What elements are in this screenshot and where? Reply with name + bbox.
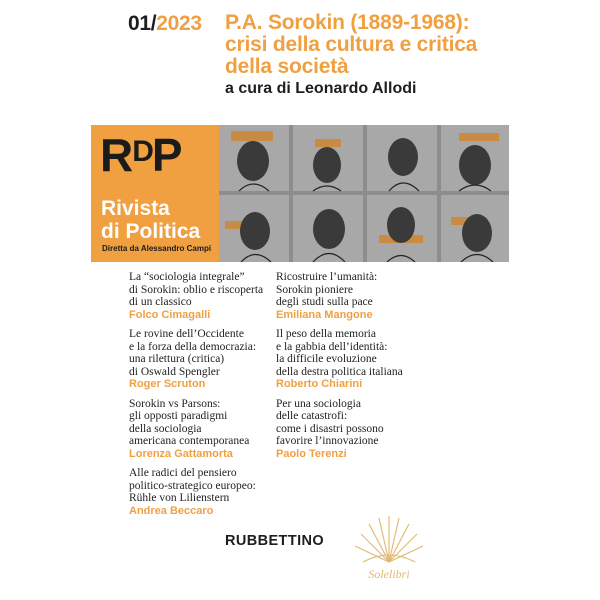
issue-number: 01/ xyxy=(128,12,157,35)
series-name: Solelibri xyxy=(368,567,410,581)
issue-year: 2023 xyxy=(156,12,202,35)
cover-illustration xyxy=(219,125,509,262)
article-author: Folco Cimagalli xyxy=(129,308,211,321)
article-entry xyxy=(129,467,299,517)
journal-name-line1: Rivista xyxy=(101,197,170,220)
cover-artwork xyxy=(219,125,509,262)
article-entry xyxy=(129,328,299,391)
series-logo xyxy=(349,508,429,590)
article-entry xyxy=(129,271,299,321)
article-entry xyxy=(129,398,299,461)
issue-label xyxy=(128,12,202,36)
journal-logo: $R^DP$ xyxy=(100,129,182,181)
article-title: Ricostruire l’umanità: Sorokin pioniere degli studi sulla pace xyxy=(276,271,378,308)
issue-title: P.A. Sorokin (1889-1968): crisi della cultura e critica della società xyxy=(225,11,478,78)
masthead-banner xyxy=(91,125,509,262)
article-author: Emiliana Mangone xyxy=(276,308,373,321)
publisher-logo: RUBBETTINO xyxy=(225,533,325,549)
article-author: Roger Scruton xyxy=(129,378,206,390)
article-title: Alle radici del pensiero politico-strategico europeo: Rühle von Lilienstern xyxy=(129,467,256,504)
article-title: Per una sociologia delle catastrofi: come i disastri possono favorire l’innovazione xyxy=(276,397,384,447)
article-author: Lorenza Gattamorta xyxy=(129,447,233,460)
journal-name-line2: di Politica xyxy=(101,220,201,243)
masthead-panel xyxy=(91,125,219,262)
article-author: Roberto Chiarini xyxy=(276,378,363,390)
article-title: Sorokin vs Parsons: gli opposti paradigmi della sociologia americana contemporanea xyxy=(129,397,250,447)
article-title: Il peso della memoria e la gabbia dell’identità: la difficile evoluzione della destra politica italiana xyxy=(276,328,403,378)
journal-name xyxy=(101,197,200,243)
article-title: Le rovine dell’Occidente e la forza della democrazia: una rilettura (critica) di Oswald Spengler xyxy=(129,328,257,378)
article-entry xyxy=(276,328,446,391)
article-title: La “sociologia integrale” di Sorokin: oblio e riscoperta di un classico xyxy=(129,271,264,308)
journal-director: Diretta da Alessandro Campi xyxy=(102,244,212,253)
articles-column-left xyxy=(129,271,299,524)
article-author: Paolo Terenzi xyxy=(276,447,347,460)
article-entry xyxy=(276,271,446,321)
sun-rays-icon xyxy=(349,508,429,568)
article-author: Andrea Beccaro xyxy=(129,504,214,517)
articles-column-right xyxy=(276,271,446,467)
article-entry xyxy=(276,398,446,461)
book-cover xyxy=(91,0,509,600)
issue-editor: a cura di Leonardo Allodi xyxy=(225,80,417,97)
